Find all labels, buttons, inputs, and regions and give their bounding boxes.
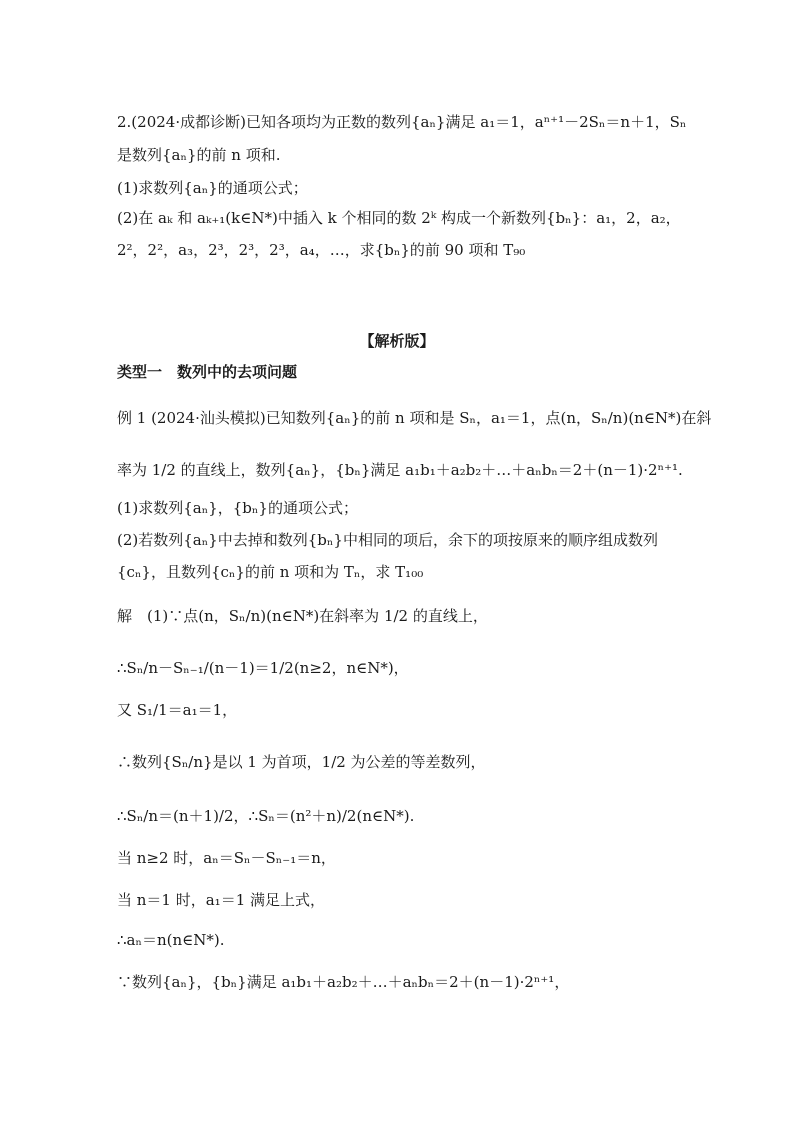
type-heading: 类型一 数列中的去项问题 — [117, 363, 298, 381]
problem2-line4: (2)在 aₖ 和 aₖ₊₁(k∈N*)中插入 k 个相同的数 2ᵏ 构成一个新数列{bₙ}：a₁，2，a₂， — [117, 209, 681, 227]
solution-line6: 当 n≥2 时，aₙ＝Sₙ－Sₙ₋₁＝n， — [117, 849, 336, 867]
solution-line9: ∵数列{aₙ}，{bₙ}满足 a₁b₁＋a₂b₂＋…＋aₙbₙ＝2＋(n－1)·2ⁿ⁺¹， — [117, 973, 570, 991]
solution-line7: 当 n＝1 时，a₁＝1 满足上式， — [117, 891, 326, 909]
example-line3: (1)求数列{aₙ}，{bₙ}的通项公式； — [117, 499, 358, 517]
solution-line2: ∴Sₙ/n－Sₙ₋₁/(n－1)＝1/2(n≥2，n∈N*)， — [117, 659, 409, 677]
problem2-line2: 是数列{aₙ}的前 n 项和. — [117, 146, 281, 164]
solution-line4: ∴数列{Sₙ/n}是以 1 为首项，1/2 为公差的等差数列， — [117, 753, 486, 771]
problem2-line5: 2²，2²，a₃，2³，2³，2³，a₄，…，求{bₙ}的前 90 项和 T₉₀ — [117, 241, 526, 259]
example-line2: 率为 1/2 的直线上，数列{aₙ}，{bₙ}满足 a₁b₁＋a₂b₂＋…＋aₙbₙ＝2＋(n－1)·2ⁿ⁺¹. — [117, 461, 683, 479]
solution-line3: 又 S₁/1＝a₁＝1， — [117, 701, 238, 719]
example-line5: {cₙ}，且数列{cₙ}的前 n 项和为 Tₙ，求 T₁₀₀ — [117, 563, 424, 581]
solution-line5: ∴Sₙ/n＝(n＋1)/2，∴Sₙ＝(n²＋n)/2(n∈N*). — [117, 807, 415, 825]
example-line4: (2)若数列{aₙ}中去掉和数列{bₙ}中相同的项后，余下的项按原来的顺序组成数列 — [117, 531, 658, 549]
section-title: 【解析版】 — [359, 332, 435, 350]
solution-line8: ∴aₙ＝n(n∈N*). — [117, 931, 225, 949]
solution-line1: 解 (1)∵点(n，Sₙ/n)(n∈N*)在斜率为 1/2 的直线上， — [117, 607, 488, 625]
example-line1: 例 1 (2024·汕头模拟)已知数列{aₙ}的前 n 项和是 Sₙ，a₁＝1，点(n，Sₙ/n)(n∈N*)在斜 — [117, 409, 712, 427]
problem2-line3: (1)求数列{aₙ}的通项公式； — [117, 179, 308, 197]
problem2-line1: 2.(2024·成都诊断)已知各项均为正数的数列{aₙ}满足 a₁＝1，aⁿ⁺¹－2Sₙ＝n＋1，Sₙ — [117, 113, 687, 131]
